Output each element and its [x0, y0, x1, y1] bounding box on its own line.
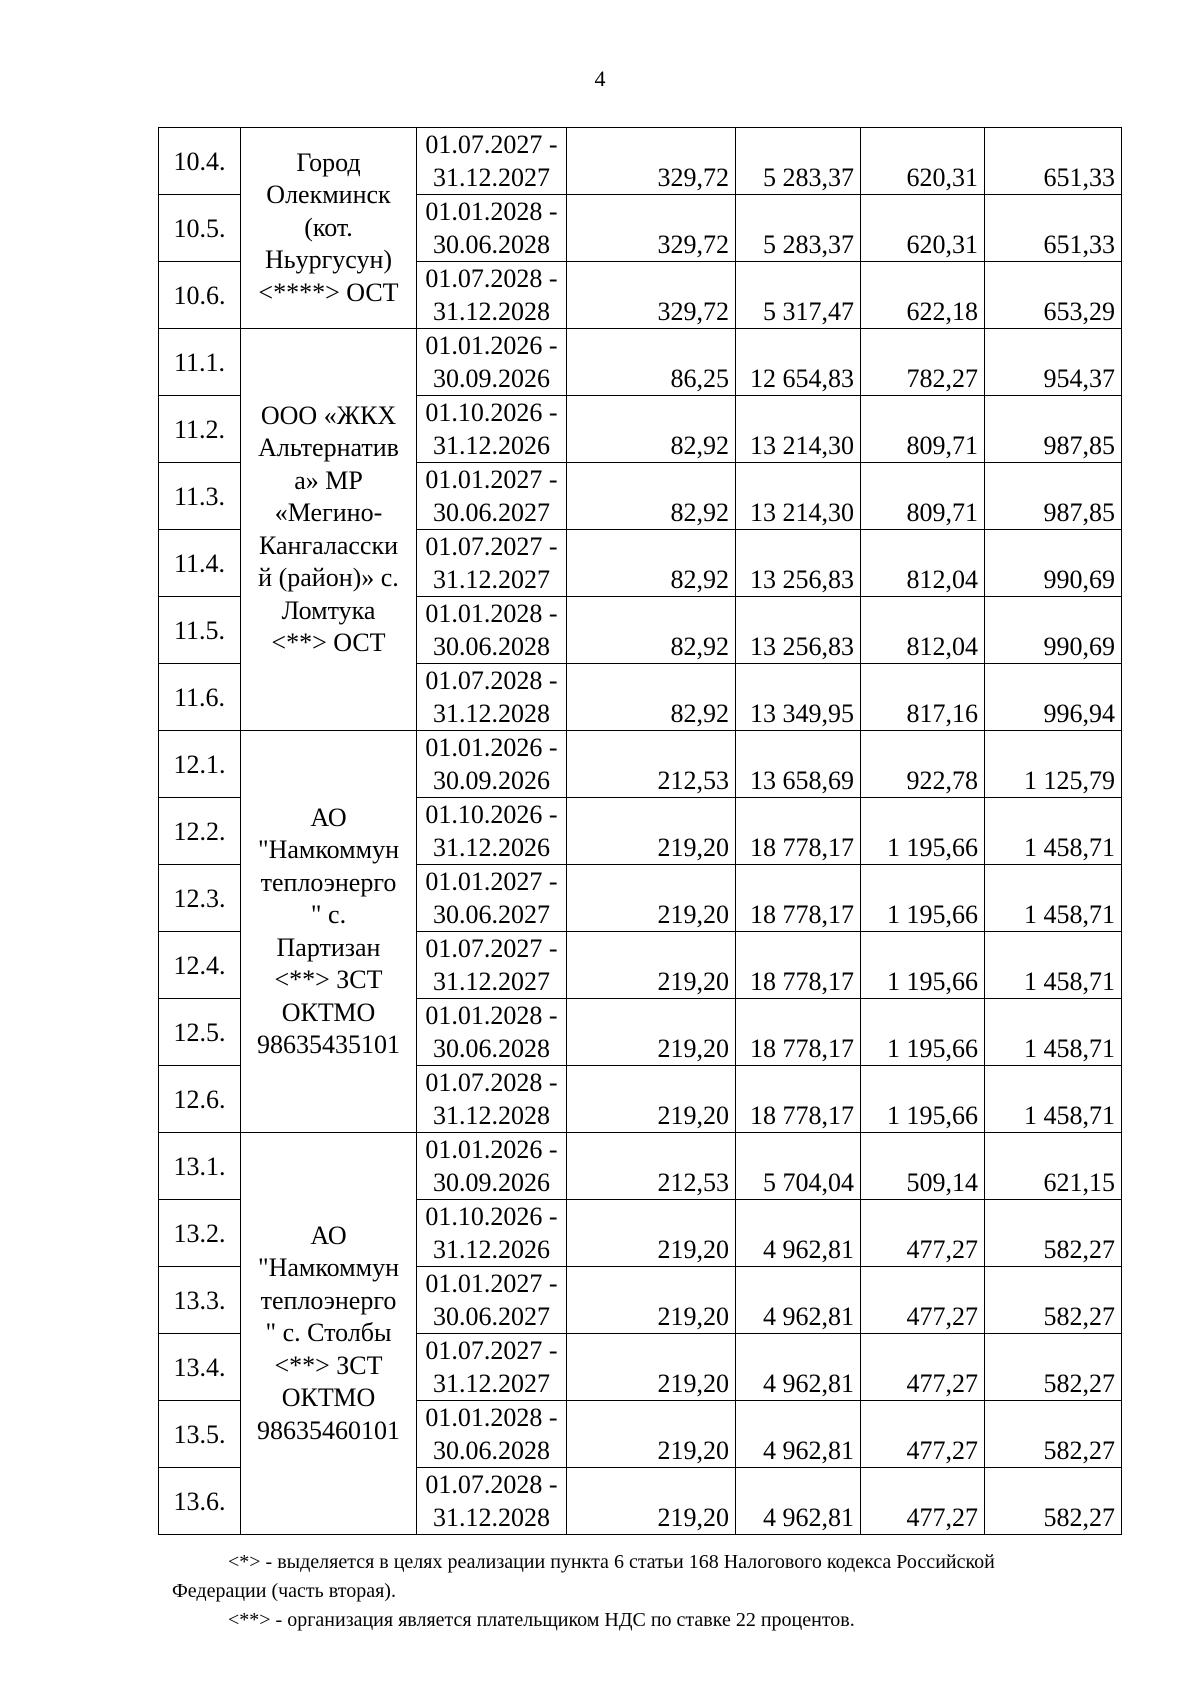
- value-cell-1: 219,20: [567, 1267, 736, 1334]
- period-end: 30.09.2026: [433, 364, 550, 393]
- organization-line: Партизан: [276, 932, 381, 962]
- value-cell-1: 82,92: [567, 396, 736, 463]
- period-end: 31.12.2027: [433, 1369, 550, 1398]
- period-start: 01.01.2027 -: [425, 867, 558, 896]
- row-number-cell: 13.5.: [159, 1401, 241, 1468]
- period-start: 01.10.2026 -: [425, 800, 558, 829]
- value-cell-2: 13 214,30: [736, 396, 861, 463]
- period-start: 01.07.2027 -: [425, 1336, 558, 1365]
- value-cell-1: 219,20: [567, 932, 736, 999]
- period-start: 01.01.2027 -: [425, 465, 558, 494]
- value-cell-2: 5 283,37: [736, 195, 861, 262]
- period-cell: [417, 999, 567, 1066]
- period-end: 30.06.2028: [433, 632, 550, 661]
- value-cell-3: 812,04: [861, 530, 985, 597]
- value-cell-3: 1 195,66: [861, 798, 985, 865]
- value-cell-3: 477,27: [861, 1267, 985, 1334]
- value-cell-4: 987,85: [985, 463, 1122, 530]
- value-cell-1: 219,20: [567, 1334, 736, 1401]
- period-cell: [417, 1066, 567, 1133]
- value-cell-2: 4 962,81: [736, 1267, 861, 1334]
- period-end: 31.12.2027: [433, 967, 550, 996]
- value-cell-3: 1 195,66: [861, 932, 985, 999]
- value-cell-4: 987,85: [985, 396, 1122, 463]
- organization-line: ОКТМО: [281, 1383, 376, 1413]
- row-number-cell: 13.3.: [159, 1267, 241, 1334]
- value-cell-3: 809,71: [861, 396, 985, 463]
- footnote-vat-payer: <**> - организация является плательщиком НДС по ставке 22 процентов.: [228, 1609, 855, 1631]
- period-cell: [417, 463, 567, 530]
- value-cell-3: 620,31: [861, 128, 985, 195]
- period-start: 01.01.2028 -: [425, 1001, 558, 1030]
- period-end: 31.12.2028: [433, 297, 550, 326]
- organization-cell: [241, 128, 417, 329]
- period-end: 30.09.2026: [433, 1168, 550, 1197]
- value-cell-4: 1 458,71: [985, 932, 1122, 999]
- period-start: 01.07.2028 -: [425, 1068, 558, 1097]
- value-cell-1: 82,92: [567, 463, 736, 530]
- value-cell-2: 4 962,81: [736, 1334, 861, 1401]
- organization-line: (кот.: [304, 212, 353, 242]
- organization-line: "Намкоммун: [257, 1253, 400, 1283]
- organization-line: Город: [296, 147, 361, 177]
- value-cell-1: 82,92: [567, 597, 736, 664]
- row-number-cell: 11.1.: [159, 329, 241, 396]
- value-cell-4: 1 458,71: [985, 1066, 1122, 1133]
- row-number-cell: 11.2.: [159, 396, 241, 463]
- organization-line: Ньургусун): [264, 245, 393, 275]
- table-row: [159, 128, 1122, 195]
- period-end: 31.12.2027: [433, 565, 550, 594]
- organization-line: АО: [310, 802, 347, 832]
- row-number-cell: 11.6.: [159, 664, 241, 731]
- value-cell-3: 782,27: [861, 329, 985, 396]
- row-number-cell: 13.6.: [159, 1468, 241, 1535]
- value-cell-2: 5 317,47: [736, 262, 861, 329]
- value-cell-4: 1 125,79: [985, 731, 1122, 798]
- organization-cell: [241, 1133, 417, 1535]
- value-cell-3: 922,78: [861, 731, 985, 798]
- value-cell-1: 219,20: [567, 1401, 736, 1468]
- period-end: 30.06.2028: [433, 1034, 550, 1063]
- value-cell-1: 329,72: [567, 262, 736, 329]
- period-start: 01.01.2026 -: [425, 733, 558, 762]
- value-cell-3: 817,16: [861, 664, 985, 731]
- table-row: [159, 1133, 1122, 1200]
- value-cell-4: 954,37: [985, 329, 1122, 396]
- organization-line: <**> ОСТ: [271, 628, 386, 657]
- footnotes: [172, 1548, 1122, 1635]
- value-cell-1: 86,25: [567, 329, 736, 396]
- value-cell-1: 212,53: [567, 1133, 736, 1200]
- row-number-cell: 10.5.: [159, 195, 241, 262]
- period-start: 01.01.2028 -: [425, 197, 558, 226]
- value-cell-4: 621,15: [985, 1133, 1122, 1200]
- value-cell-4: 582,27: [985, 1267, 1122, 1334]
- period-end: 31.12.2028: [433, 699, 550, 728]
- period-cell: [417, 798, 567, 865]
- value-cell-1: 82,92: [567, 530, 736, 597]
- row-number-cell: 11.5.: [159, 597, 241, 664]
- value-cell-4: 990,69: [985, 597, 1122, 664]
- value-cell-4: 990,69: [985, 530, 1122, 597]
- organization-line: 98635460101: [257, 1415, 400, 1445]
- value-cell-4: 582,27: [985, 1401, 1122, 1468]
- period-start: 01.07.2028 -: [425, 666, 558, 695]
- value-cell-2: 4 962,81: [736, 1401, 861, 1468]
- value-cell-3: 1 195,66: [861, 999, 985, 1066]
- value-cell-1: 212,53: [567, 731, 736, 798]
- value-cell-1: 219,20: [567, 999, 736, 1066]
- value-cell-1: 82,92: [567, 664, 736, 731]
- period-end: 31.12.2028: [433, 1503, 550, 1532]
- organization-line: теплоэнерго: [260, 1285, 397, 1315]
- organization-line: <**> ЗСТ: [274, 965, 383, 994]
- value-cell-4: 1 458,71: [985, 865, 1122, 932]
- period-end: 30.06.2027: [433, 1302, 550, 1331]
- period-cell: [417, 195, 567, 262]
- row-number-cell: 12.2.: [159, 798, 241, 865]
- value-cell-1: 219,20: [567, 798, 736, 865]
- value-cell-3: 477,27: [861, 1401, 985, 1468]
- organization-line: " с.: [310, 900, 347, 929]
- page-number: 4: [594, 66, 606, 91]
- period-start: 01.07.2028 -: [425, 1470, 558, 1499]
- period-cell: [417, 664, 567, 731]
- period-end: 31.12.2026: [433, 431, 550, 460]
- period-cell: [417, 932, 567, 999]
- organization-line: ОКТМО: [281, 997, 376, 1027]
- value-cell-2: 18 778,17: [736, 798, 861, 865]
- period-start: 01.10.2026 -: [425, 1202, 558, 1231]
- value-cell-3: 477,27: [861, 1468, 985, 1535]
- period-cell: [417, 1267, 567, 1334]
- value-cell-3: 477,27: [861, 1334, 985, 1401]
- value-cell-1: 219,20: [567, 1200, 736, 1267]
- period-start: 01.01.2027 -: [425, 1269, 558, 1298]
- period-cell: [417, 1133, 567, 1200]
- organization-line: " с. Столбы: [265, 1318, 392, 1348]
- period-start: 01.07.2028 -: [425, 264, 558, 293]
- row-number-cell: 12.6.: [159, 1066, 241, 1133]
- period-cell: [417, 1200, 567, 1267]
- value-cell-2: 18 778,17: [736, 999, 861, 1066]
- value-cell-3: 509,14: [861, 1133, 985, 1200]
- value-cell-4: 582,27: [985, 1334, 1122, 1401]
- organization-line: й (район)» с.: [258, 563, 399, 592]
- value-cell-4: 996,94: [985, 664, 1122, 731]
- value-cell-1: 219,20: [567, 1066, 736, 1133]
- value-cell-3: 812,04: [861, 597, 985, 664]
- organization-line: АО: [310, 1220, 347, 1250]
- period-end: 30.06.2027: [433, 900, 550, 929]
- organization-cell: [241, 731, 417, 1133]
- value-cell-1: 329,72: [567, 195, 736, 262]
- period-end: 30.09.2026: [433, 766, 550, 795]
- row-number-cell: 10.6.: [159, 262, 241, 329]
- period-end: 30.06.2027: [433, 498, 550, 527]
- tariff-table-body: [159, 128, 1122, 1535]
- value-cell-2: 5 704,04: [736, 1133, 861, 1200]
- period-cell: [417, 128, 567, 195]
- footnote-vat-note-line2: Федерации (часть вторая).: [172, 1580, 396, 1602]
- organization-line: <****> ОСТ: [258, 277, 399, 307]
- value-cell-4: 651,33: [985, 128, 1122, 195]
- value-cell-3: 809,71: [861, 463, 985, 530]
- period-cell: [417, 597, 567, 664]
- period-cell: [417, 530, 567, 597]
- organization-line: "Намкоммун: [257, 835, 400, 864]
- value-cell-2: 13 658,69: [736, 731, 861, 798]
- period-cell: [417, 1468, 567, 1535]
- value-cell-4: 653,29: [985, 262, 1122, 329]
- value-cell-2: 4 962,81: [736, 1468, 861, 1535]
- organization-line: Альтернатив: [258, 433, 399, 462]
- value-cell-2: 13 214,30: [736, 463, 861, 530]
- period-start: 01.01.2026 -: [425, 331, 558, 360]
- value-cell-2: 13 256,83: [736, 597, 861, 664]
- value-cell-3: 620,31: [861, 195, 985, 262]
- period-start: 01.01.2028 -: [425, 599, 558, 628]
- period-end: 31.12.2026: [433, 1235, 550, 1264]
- value-cell-2: 12 654,83: [736, 329, 861, 396]
- period-end: 31.12.2026: [433, 833, 550, 862]
- row-number-cell: 13.4.: [159, 1334, 241, 1401]
- period-cell: [417, 1401, 567, 1468]
- value-cell-4: 1 458,71: [985, 999, 1122, 1066]
- tariff-table: [158, 127, 1122, 1535]
- organization-line: ООО «ЖКХ: [260, 400, 397, 430]
- value-cell-2: 18 778,17: [736, 865, 861, 932]
- period-cell: [417, 396, 567, 463]
- organization-line: а» МР: [294, 465, 363, 495]
- organization-line: «Мегино-: [274, 498, 383, 527]
- period-end: 31.12.2027: [433, 163, 550, 192]
- organization-line: <**> ЗСТ: [274, 1350, 383, 1380]
- organization-line: Кангаласски: [258, 530, 399, 560]
- organization-line: теплоэнерго: [260, 867, 397, 897]
- value-cell-3: 622,18: [861, 262, 985, 329]
- period-end: 31.12.2028: [433, 1101, 550, 1130]
- value-cell-2: 18 778,17: [736, 932, 861, 999]
- value-cell-1: 329,72: [567, 128, 736, 195]
- table-row: [159, 731, 1122, 798]
- value-cell-4: 1 458,71: [985, 798, 1122, 865]
- row-number-cell: 13.2.: [159, 1200, 241, 1267]
- value-cell-2: 5 283,37: [736, 128, 861, 195]
- value-cell-2: 18 778,17: [736, 1066, 861, 1133]
- value-cell-2: 13 349,95: [736, 664, 861, 731]
- row-number-cell: 11.3.: [159, 463, 241, 530]
- period-cell: [417, 731, 567, 798]
- period-start: 01.07.2027 -: [425, 934, 558, 963]
- table-row: [159, 329, 1122, 396]
- period-cell: [417, 1334, 567, 1401]
- period-end: 30.06.2028: [433, 1436, 550, 1465]
- period-start: 01.07.2027 -: [425, 532, 558, 561]
- organization-line: 98635435101: [257, 1030, 400, 1059]
- organization-line: Олекминск: [266, 180, 391, 210]
- row-number-cell: 12.5.: [159, 999, 241, 1066]
- organization-cell: [241, 329, 417, 731]
- value-cell-2: 13 256,83: [736, 530, 861, 597]
- value-cell-4: 582,27: [985, 1200, 1122, 1267]
- row-number-cell: 12.1.: [159, 731, 241, 798]
- period-start: 01.10.2026 -: [425, 398, 558, 427]
- value-cell-3: 477,27: [861, 1200, 985, 1267]
- value-cell-3: 1 195,66: [861, 865, 985, 932]
- row-number-cell: 12.4.: [159, 932, 241, 999]
- period-cell: [417, 865, 567, 932]
- value-cell-4: 651,33: [985, 195, 1122, 262]
- period-cell: [417, 262, 567, 329]
- period-start: 01.01.2026 -: [425, 1135, 558, 1164]
- row-number-cell: 13.1.: [159, 1133, 241, 1200]
- value-cell-3: 1 195,66: [861, 1066, 985, 1133]
- value-cell-1: 219,20: [567, 865, 736, 932]
- period-start: 01.01.2028 -: [425, 1403, 558, 1432]
- row-number-cell: 12.3.: [159, 865, 241, 932]
- row-number-cell: 11.4.: [159, 530, 241, 597]
- period-cell: [417, 329, 567, 396]
- row-number-cell: 10.4.: [159, 128, 241, 195]
- footnote-vat-note-line1: <*> - выделяется в целях реализации пункта 6 статьи 168 Налогового кодекса Российской: [228, 1551, 995, 1573]
- period-end: 30.06.2028: [433, 230, 550, 259]
- value-cell-1: 219,20: [567, 1468, 736, 1535]
- organization-line: Ломтука: [281, 595, 376, 625]
- value-cell-2: 4 962,81: [736, 1200, 861, 1267]
- value-cell-4: 582,27: [985, 1468, 1122, 1535]
- period-start: 01.07.2027 -: [425, 130, 558, 159]
